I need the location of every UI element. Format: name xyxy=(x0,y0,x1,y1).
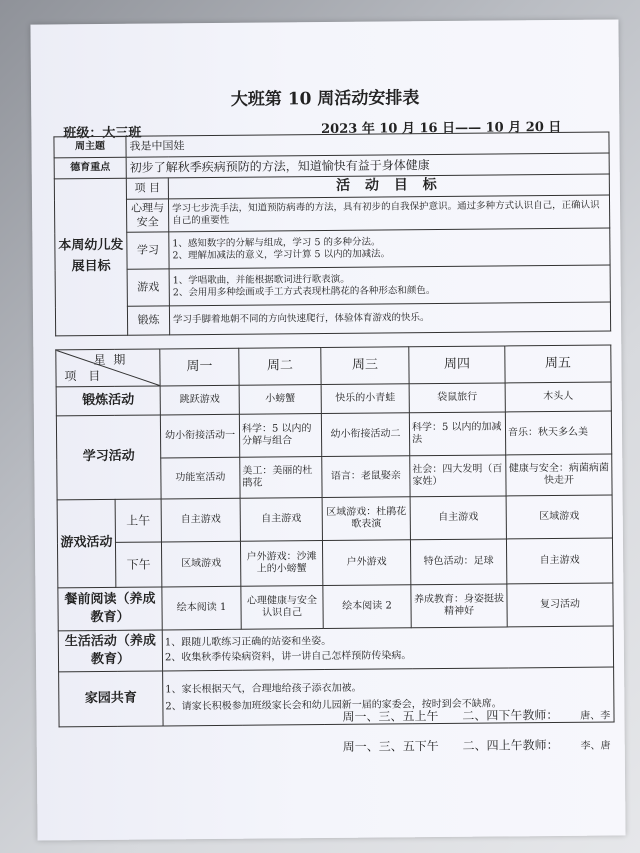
schedule-cell: 特色活动：足球 xyxy=(410,539,506,585)
weekly-goals-table xyxy=(53,132,611,337)
goal-text: 1、感知数字的分解与组成，学习 5 的多种分法。 2、理解加减法的意义，学习计算 5 以内的加减法。 xyxy=(169,228,610,269)
row-label: 家园共育 xyxy=(59,671,163,727)
row-label: 学习活动 xyxy=(56,415,161,500)
teacher-signature-line xyxy=(342,706,610,725)
schedule-cell: 自主游戏 xyxy=(161,498,240,542)
schedule-cell: 养成教育：身姿挺拔精神好 xyxy=(411,584,507,628)
schedule-cell: 幼小衔接活动一 xyxy=(160,414,239,458)
goal-name: 学习 xyxy=(127,232,169,269)
header-corner xyxy=(56,349,160,387)
day-header: 周三 xyxy=(321,347,409,385)
schedule-cell: 自主游戏 xyxy=(240,498,322,542)
theme-value: 我是中国娃 xyxy=(126,132,609,157)
date-range: 2023 年 10 月 16 日—— 10 月 20 日 xyxy=(321,119,562,138)
schedule-cell: 户外游戏：沙滩上的小螃蟹 xyxy=(240,541,322,587)
signature-days: 周一、三、五上午 xyxy=(342,709,439,724)
goal-row xyxy=(55,265,610,307)
day-header: 周二 xyxy=(239,348,321,386)
goal-text: 1、学唱歌曲，并能根据歌词进行歌表演。 2、会用用多种绘画或手工方式表现杜鹃花的各种形态和颜色。 xyxy=(169,265,610,306)
goal-name: 心理与安全 xyxy=(126,199,168,232)
signature-teacher-label: 二、四上午教师： xyxy=(462,737,559,753)
games-pm-row xyxy=(57,538,612,588)
signature-days: 周一、三、五下午 xyxy=(342,739,439,754)
item-axis-label: 项 目 xyxy=(64,368,105,384)
games-am-row xyxy=(57,495,612,543)
schedule-cell: 区域游戏：杜鹃花歌表演 xyxy=(322,497,410,541)
learning-row xyxy=(56,411,611,459)
life-row xyxy=(58,626,613,672)
signature-teacher-label: 二、四下午教师： xyxy=(462,708,559,723)
day-header-row xyxy=(56,345,611,387)
moral-label: 德育重点 xyxy=(54,157,126,179)
goal-row xyxy=(54,195,609,233)
schedule-cell: 语言：老鼠娶亲 xyxy=(322,456,410,498)
schedule-cell: 音乐：秋天多么美 xyxy=(505,411,611,455)
schedule-cell: 自主游戏 xyxy=(410,496,506,540)
signature-names: 李、唐 xyxy=(580,740,611,752)
goal-name: 锻炼 xyxy=(127,306,169,335)
schedule-cell: 科学：5 以内的分解与组合 xyxy=(239,414,321,458)
schedule-cell: 绘本阅读 2 xyxy=(323,585,411,629)
row-label: 餐前阅读（养成教育） xyxy=(58,587,162,631)
goal-text: 学习手脚着地朝不同的方向快速爬行，体验体育游戏的快乐。 xyxy=(169,302,610,335)
goal-name: 游戏 xyxy=(127,269,169,306)
weekday-axis-label: 星 期 xyxy=(93,352,128,368)
life-activities: 1、跟随儿歌练习正确的站姿和坐姿。 2、收集秋季传染病资料，讲一讲自己怎样预防传染病。 xyxy=(162,626,613,671)
schedule-sheet xyxy=(30,19,625,840)
doc-title: 大班第 10 周活动安排表 xyxy=(230,88,420,110)
schedule-cell: 科学：5 以内的加减法 xyxy=(409,412,505,456)
schedule-cell: 袋鼠旅行 xyxy=(409,383,505,413)
schedule-cell: 美工：美丽的杜鹃花 xyxy=(240,457,322,499)
row-label: 锻炼活动 xyxy=(56,386,160,416)
item-header: 项 目 xyxy=(126,178,168,199)
schedule-cell: 健康与安全：病菌病菌快走开 xyxy=(506,454,612,496)
schedule-cell: 小螃蟹 xyxy=(239,385,321,415)
theme-label: 周主题 xyxy=(54,136,126,158)
schedule-cell: 木头人 xyxy=(505,382,611,412)
reading-row xyxy=(58,583,613,631)
schedule-cell: 跳跃游戏 xyxy=(160,385,239,415)
goal-row xyxy=(55,228,610,270)
day-header: 周一 xyxy=(160,348,239,386)
day-header: 周五 xyxy=(505,345,611,383)
schedule-cell: 区域游戏 xyxy=(161,541,240,587)
goal-row xyxy=(55,302,610,336)
schedule-cell: 功能室活动 xyxy=(161,457,240,499)
row-label: 生活活动（养成教育） xyxy=(58,630,162,672)
day-header: 周四 xyxy=(409,346,505,384)
teacher-signature-line xyxy=(343,736,611,755)
session-label: 下午 xyxy=(115,542,161,587)
goal-header: 活 动 目 标 xyxy=(168,174,609,199)
schedule-cell: 复习活动 xyxy=(507,583,613,627)
session-label: 上午 xyxy=(115,499,161,542)
goal-text: 学习七步洗手法，知道预防病毒的方法，具有初步的自我保护意识。通过多种方式认识自己，正确认识自己的重要性 xyxy=(168,195,609,232)
signature-names: 唐、李 xyxy=(580,710,611,722)
goals-label: 本周幼儿发展目标 xyxy=(54,178,127,336)
schedule-cell: 幼小衔接活动二 xyxy=(321,413,409,457)
schedule-cell: 区域游戏 xyxy=(506,495,612,539)
schedule-cell: 户外游戏 xyxy=(322,540,410,586)
weekly-schedule-table xyxy=(55,345,614,728)
schedule-cell: 心理健康与安全认识自己 xyxy=(241,586,323,630)
schedule-cell: 快乐的小青蛙 xyxy=(321,384,409,414)
schedule-cell: 绘本阅读 1 xyxy=(162,586,241,630)
class-name: 班级：大三班 xyxy=(63,125,142,142)
moral-value: 初步了解秋季疾病预防的方法，知道愉快有益于身体健康 xyxy=(126,153,609,178)
schedule-cell: 社会：四大发明（百家姓） xyxy=(410,455,506,497)
schedule-cell: 自主游戏 xyxy=(506,538,612,584)
row-label: 游戏活动 xyxy=(57,499,116,588)
family-notes: 1、家长根据天气，合理地给孩子添衣加被。 2、请家长积极参加班级家长会和幼儿园新一届的家委会，按时到会不缺席。 xyxy=(163,667,614,726)
